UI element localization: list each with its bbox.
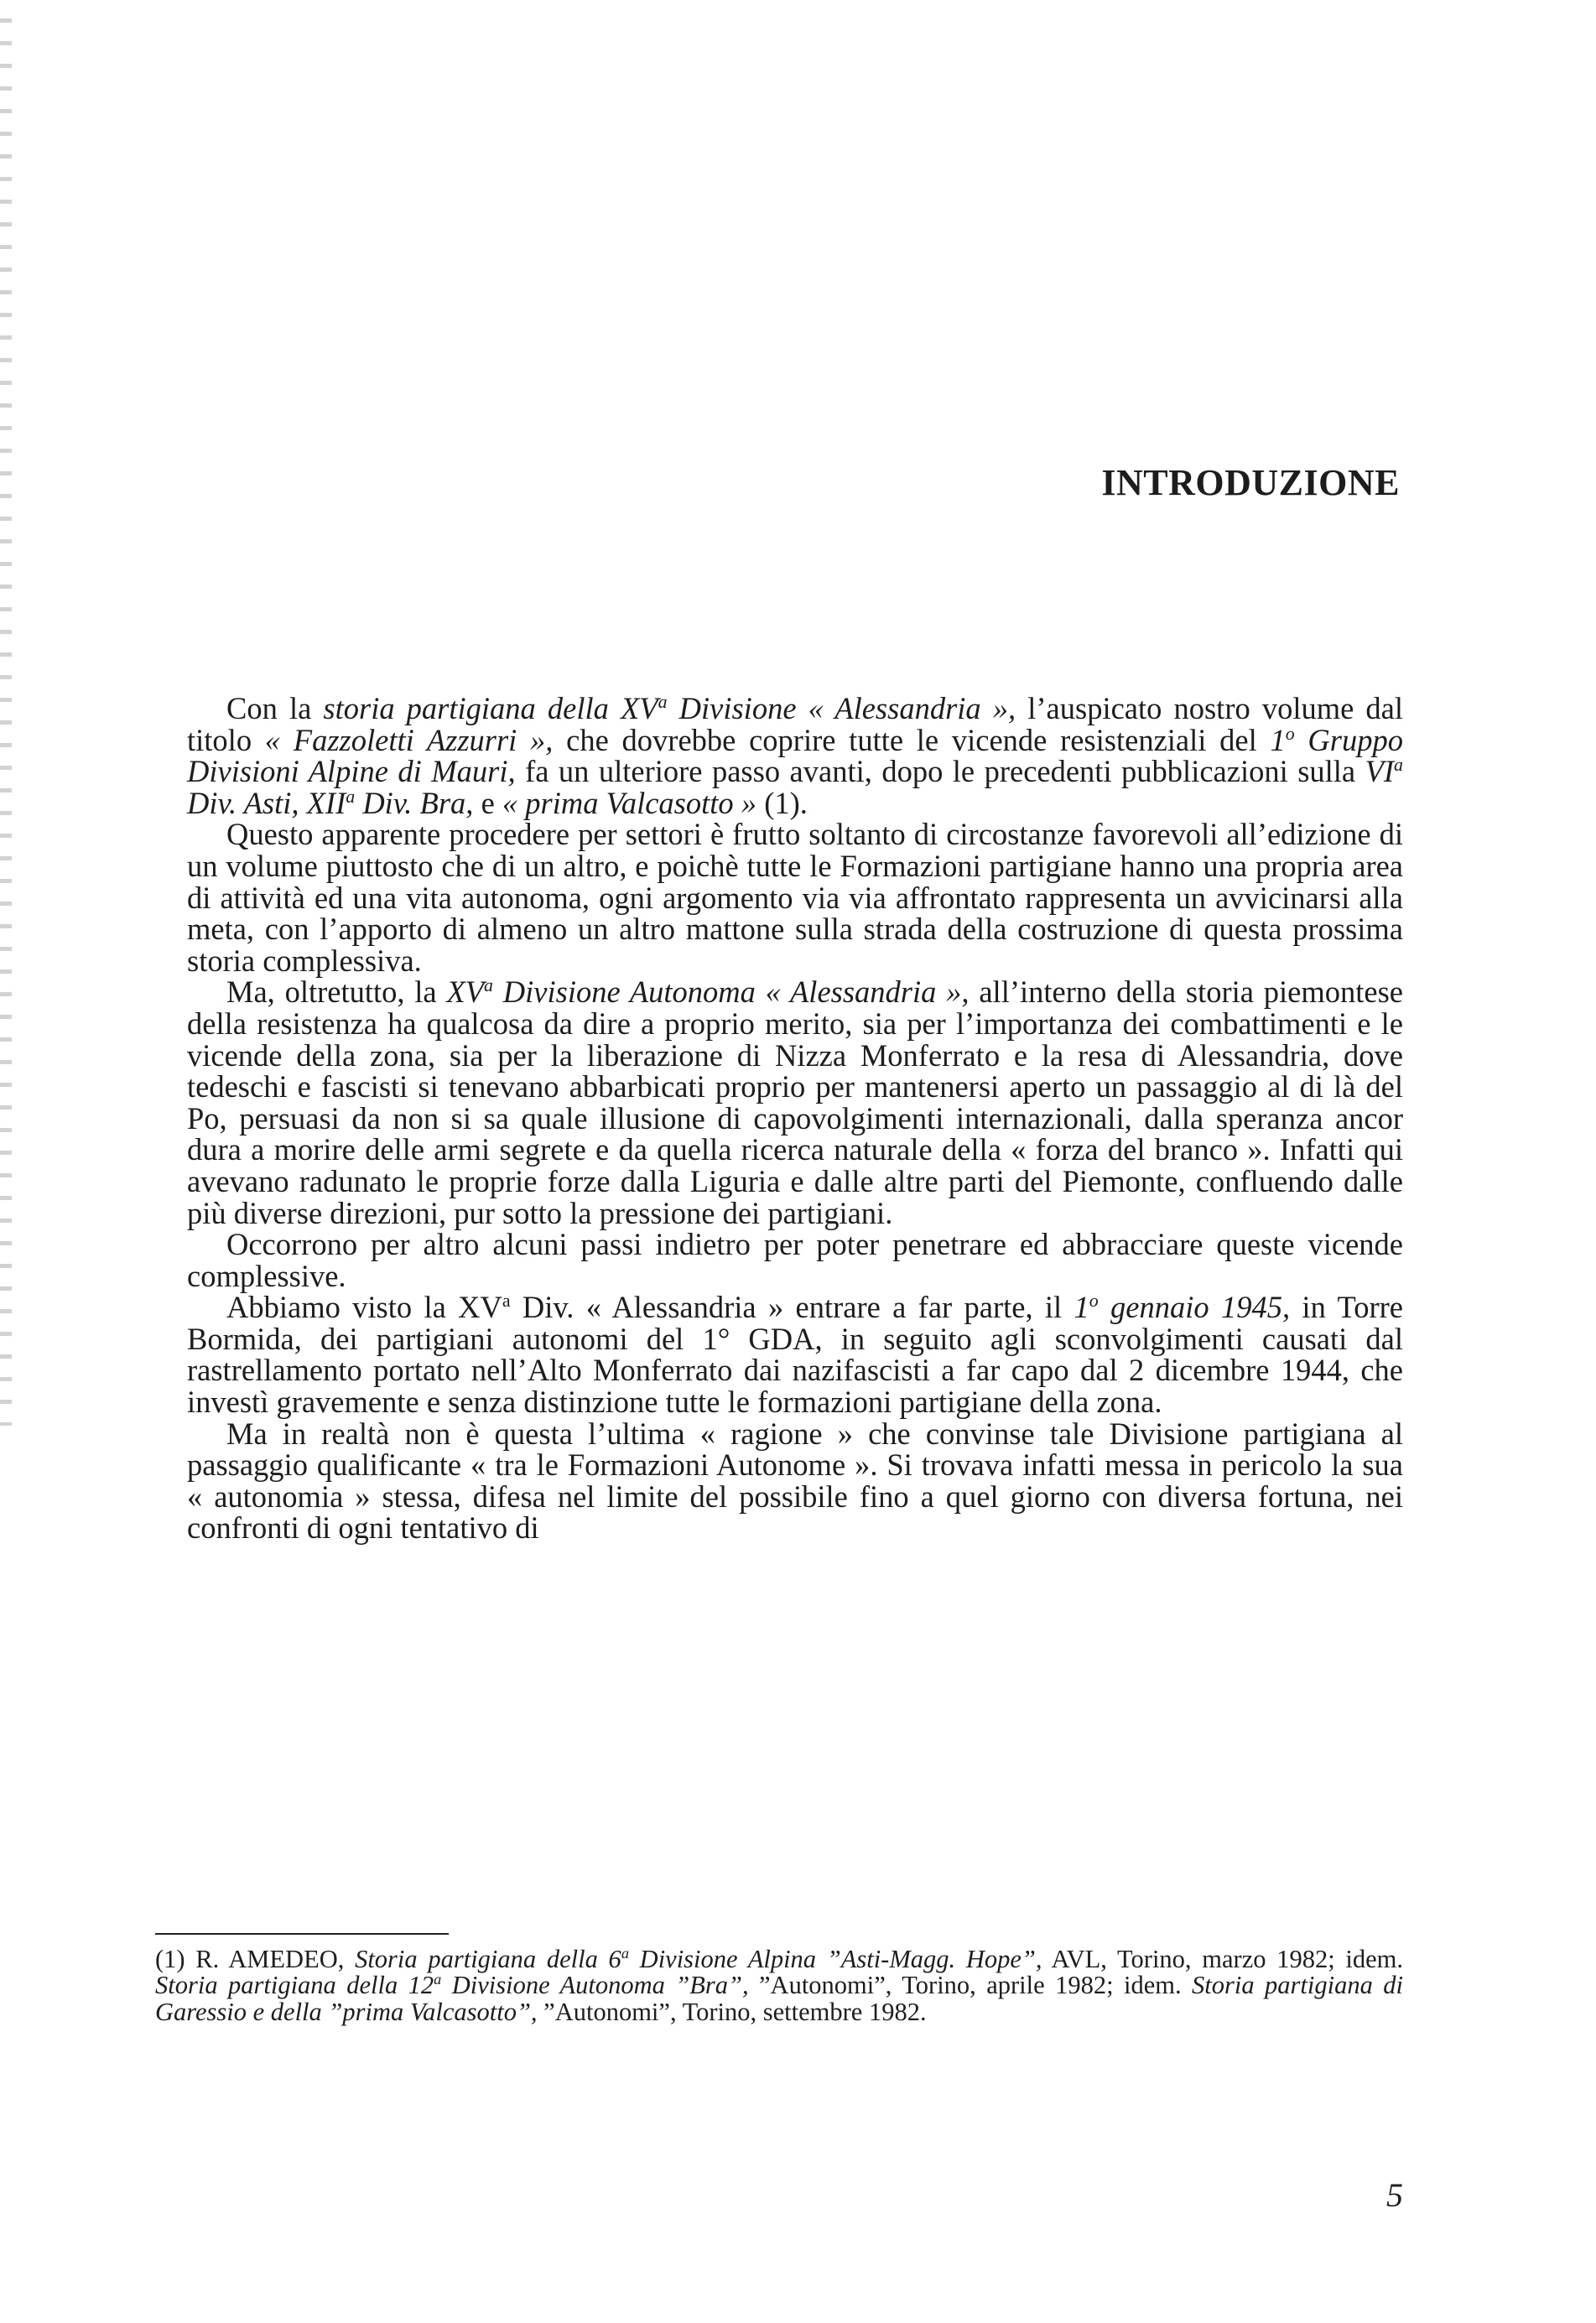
text-run: e: [473, 785, 502, 820]
text-run: ”Autonomi”, Torino, aprile 1982; idem.: [748, 1971, 1193, 2000]
text-run: Occorrono per altro alcuni passi indietro per poter penetrare ed abbracciare queste vicende complessive.: [187, 1227, 1403, 1293]
text-run: a: [502, 1290, 511, 1312]
paragraph: [187, 1229, 1403, 1291]
text-run: Abbiamo visto la XV: [226, 1290, 502, 1325]
page-number: 5: [1386, 2176, 1403, 2214]
text-run: a: [1394, 754, 1403, 776]
footnote-divider: [155, 1933, 449, 1935]
text-run: a: [484, 974, 493, 996]
body-text: [187, 690, 1404, 1546]
text-run: l’auspicato nostro volume dal titolo: [187, 691, 1403, 757]
text-run: o: [1285, 722, 1295, 744]
text-run: a: [621, 1944, 629, 1962]
text-run: Storia partigiana della 12: [155, 1971, 434, 2000]
text-run: o: [1089, 1290, 1099, 1312]
text-run: Con la: [226, 691, 324, 725]
text-run: all’interno della storia piemontese della resistenza ha qualcosa da dire a proprio merito, sia per l’importanza dei combattimenti e le vicende della zona, sia per la liberazione di Nizza Monferrato e la resa di Alessandria, dove tedeschi e fascisti si tenevano abbarbicati proprio per mantenersi aperto un passaggio al di là del Po, persuasi da non si sa quale illusione di capovolgimenti internazionali, dalla speranza ancor dura a morire delle armi segrete e da quella ricerca naturale della « forza del branco ». Infatti qui avevano radunato le proprie forze dalla Liguria e dalle altre parti del Piemonte, confluendo dalle più diverse direzioni, pur sotto la pressione dei partigiani.: [187, 974, 1403, 1230]
text-run: a: [346, 785, 356, 807]
paragraph: [187, 1290, 1404, 1420]
text-run: Ma, oltretutto, la: [226, 974, 447, 1010]
text-run: ”Autonomi”, Torino, settembre 1982.: [537, 1997, 927, 2026]
text-run: storia partigiana della XV: [323, 691, 658, 725]
scan-edge-shadow: [0, 0, 12, 1426]
text-run: Div. « Alessandria » entrare a far parte, il: [510, 1290, 1074, 1325]
text-run: Div. Asti, XII: [187, 785, 346, 820]
text-run: « Fazzoletti Azzurri »,: [264, 722, 554, 757]
text-run: Storia partigiana della 6: [355, 1945, 621, 1973]
text-run: « prima Valcasotto »: [502, 785, 757, 820]
footnote: [155, 1946, 1403, 2025]
text-run: XV: [446, 974, 485, 1010]
text-run: VI: [1365, 754, 1395, 789]
text-run: Storia partigiana di Garessio e della ”prima Valcasotto”,: [155, 1971, 1403, 2026]
text-run: Divisione Alpina ”Asti-Magg. Hope”,: [628, 1945, 1042, 1973]
text-run: Ma in realtà non è questa l’ultima « ragione » che convinse tale Divisione partigiana al passaggio qualificante « tra le Formazioni Autonome ». Si trovava infatti messa in pericolo la sua « autonomia » stessa, difesa nel limite del possibile fino a quel giorno con diversa fortuna, nei confronti di ogni tentativo di: [187, 1416, 1403, 1546]
paragraph: [187, 690, 1403, 820]
text-run: a: [658, 690, 668, 712]
text-run: Gruppo Divisioni Alpine di Mauri,: [187, 722, 1403, 789]
text-run: a: [434, 1971, 442, 1988]
text-run: Divisione « Alessandria »,: [667, 691, 1016, 725]
text-run: (1) R. AMEDEO,: [155, 1945, 356, 1973]
text-run: (1).: [756, 785, 808, 820]
text-run: che dovrebbe coprire tutte le vicende resistenziali del: [553, 722, 1271, 757]
text-run: in Torre Bormida, dei partigiani autonomi del 1° GDA, in seguito agli sconvolgimenti causati dal rastrellamento portato nell’Alto Monferrato dai nazifascisti a far capo dal 2 dicembre 1944, che investì gravemente e senza distinzione tutte le formazioni partigiane della zona.: [187, 1290, 1404, 1420]
text-run: Questo apparente procedere per settori è frutto soltanto di circostanze favorevoli all’edizione di un volume piuttosto che di un altro, e poichè tutte le Formazioni partigiane hanno una propria area di attività ed una vita autonoma, ogni argomento via via affrontato rappresenta un avvicinarsi alla meta, con l’apporto di almeno un altro mattone sulla strada della costruzione di questa prossima storia complessiva.: [187, 817, 1403, 978]
text-run: Divisione Autonoma ”Bra”,: [441, 1971, 749, 2000]
paragraph: [187, 819, 1403, 976]
text-run: AVL, Torino, marzo 1982; idem.: [1042, 1945, 1403, 1973]
text-run: gennaio 1945,: [1098, 1290, 1291, 1325]
paragraph: [187, 976, 1403, 1229]
text-run: Div. Bra,: [355, 785, 474, 820]
text-run: Divisione Autonoma « Alessandria »,: [492, 974, 970, 1010]
paragraph: [187, 1418, 1403, 1544]
text-run: fa un ulteriore passo avanti, dopo le precedenti pubblicazioni sulla: [515, 754, 1365, 789]
text-run: 1: [1074, 1290, 1089, 1325]
text-run: 1: [1270, 722, 1286, 757]
chapter-title: INTRODUZIONE: [1101, 462, 1400, 503]
